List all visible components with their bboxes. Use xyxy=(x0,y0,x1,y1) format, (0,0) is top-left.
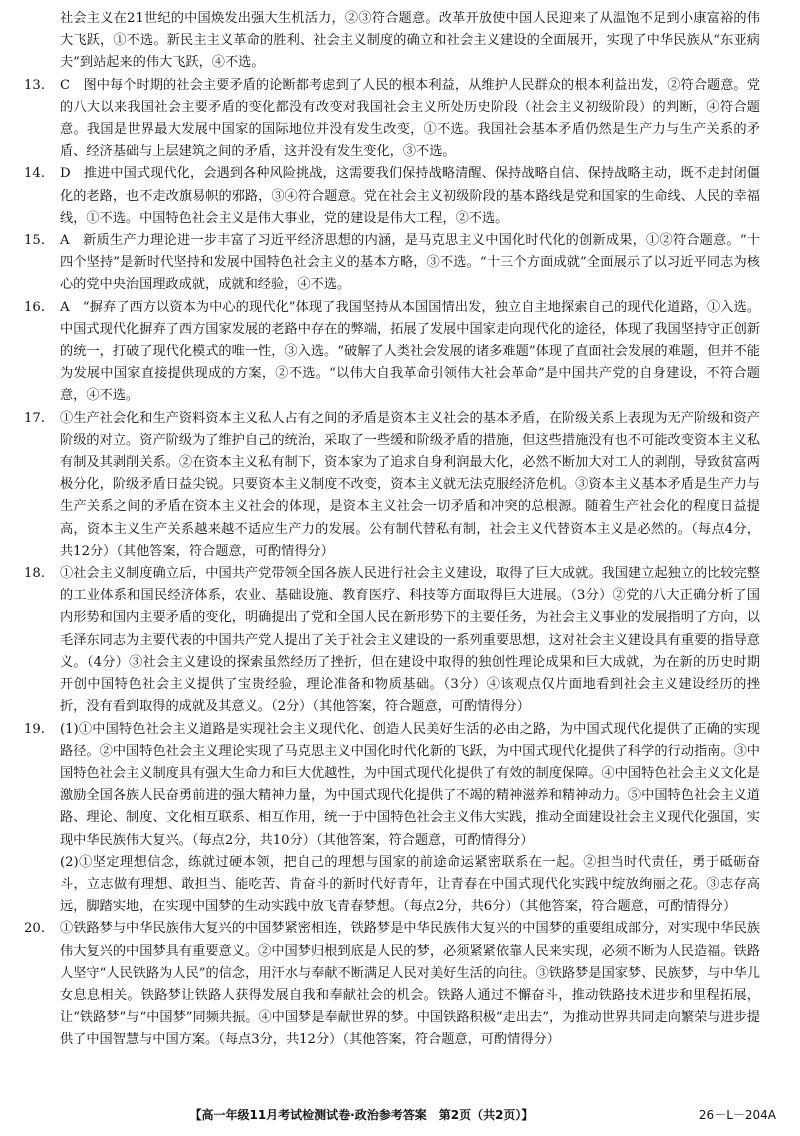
item-number: 14. xyxy=(24,166,45,182)
page-footer xyxy=(24,1106,776,1124)
answer-item-15 xyxy=(24,230,760,297)
item-text: ①生产社会化和生产资料资本主义私人占有之间的矛盾是资本主义社会的基本矛盾，在阶级关系上表现为无产阶级和资产阶级的对立。资产阶级为了维护自己的统治，采取了一些缓和阶级矛盾的措施，但这些措施没有也不可能改变资本主义私有制及其剥削关系。②在资本主义私有制下，资本家为了追求自身利润最大化，必然不断加大对工人的剥削，导致贫富两极分化，阶级矛盾日益尖锐。只要资本主义制度不改变，资本主义就无法克服经济危机。③资本主义基本矛盾是生产力与生产关系之间的矛盾在资本主义社会的体现，是资本主义社会一切矛盾和冲突的总根源。随着生产社会化的程度日益提高，资本主义生产关系越来越不适应生产力的发展。公有制代替私有制，社会主义代替资本主义是必然的。（每点4分，共12分）（其他答案，符合题意，可酌情得分） xyxy=(60,410,760,559)
item-text: D 推进中国式现代化，会遇到各种风险挑战，这需要我们保持战略清醒、保持战略自信、保持战略主动，既不走封闭僵化的老路，也不走改旗易帜的邪路，③④符合题意。党在社会主义初级阶段的基本路线是党和国家的生命线、人民的幸福线，①不选。中国特色社会主义是伟大事业，党的建设是伟大工程，②不选。 xyxy=(60,166,760,226)
footer-title: 【高一年级11月考试检测试卷·政治参考答案 第2页（共2页）】 xyxy=(189,1108,534,1122)
answer-item-14 xyxy=(24,163,760,230)
item-number: 13. xyxy=(24,77,45,93)
item-text: ①铁路梦与中华民族伟大复兴的中国梦紧密相连，铁路梦是中华民族伟大复兴的中国梦的重要组成部分，对实现中华民族伟大复兴的中国梦具有重要意义。②中国梦归根到底是人民的梦，必须紧紧依靠人民来实现，必须不断为人民造福。铁路人坚守“人民铁路为人民”的信念，用汗水与奉献不断满足人民对美好生活的向往。③铁路梦是国家梦、民族梦，与中华儿女息息相关。铁路梦让铁路人获得发展自我和奉献社会的机会。铁路人通过不懈奋斗，推动铁路技术进步和里程拓展，让“铁路梦”与“中国梦”同频共振。④中国梦是奉献世界的梦。中国铁路积极“走出去”，为推动世界共同走向繁荣与进步提供了中国智慧与中国方案。（每点3分，共12分）（其他答案，符合题意，可酌情得分） xyxy=(60,921,760,1048)
footer-code: 26－L－204A xyxy=(698,1108,776,1122)
answer-item-18 xyxy=(24,563,760,718)
item-text: (2)①坚定理想信念，练就过硬本领，把自己的理想与国家的前途命运紧密联系在一起。②担当时代责任，勇于砥砺奋斗，立志做有理想、敢担当、能吃苦、肯奋斗的新时代好青年，让青春在中国式现代化实践中绽放绚丽之花。③志存高远，脚踏实地，在实现中国梦的生动实践中放飞青春梦想。（每点2分，共6分）（其他答案，符合题意，可酌情得分） xyxy=(60,854,760,915)
item-number: 17. xyxy=(24,410,45,426)
item-number: 18. xyxy=(24,566,45,582)
item-text: (1)①中国特色社会主义道路是实现社会主义现代化、创造人民美好生活的必由之路，为中国式现代化提供了正确的实现路径。②中国特色社会主义理论实现了马克思主义中国化时代化新的飞跃，为中国式现代化提供了科学的行动指南。③中国特色社会主义制度具有强大生命力和巨大优越性，为中国式现代化提供了有效的制度保障。④中国特色社会主义文化是激励全国各族人民奋勇前进的强大精神力量，为中国式现代化提供了不竭的精神滋养和精神动力。⑤中国特色社会主义道路、理论、制度、文化相互联系、相互作用，统一于中国特色社会主义伟大实践，推动全面建设社会主义现代化强国，实现中华民族伟大复兴。（每点2分，共10分）（其他答案，符合题意，可酌情得分） xyxy=(60,721,760,848)
answer-item-17 xyxy=(24,408,760,563)
item-number: 15. xyxy=(24,233,45,249)
item-text: A “摒弃了西方以资本为中心的现代化”体现了我国坚持从本国国情出发，独立自主地探索自己的现代化道路，①入选。中国式现代化摒弃了西方国家发展的老路中存在的弊端，拓展了发展中国家走向现代化的途径，体现了我国坚持守正创新的统一，打破了现代化模式的唯一性，③入选。“破解了人类社会发展的诸多难题”体现了直面社会发展的难题，但并不能为发展中国家直接提供现成的方案，②不选。“以伟大自我革命引领伟大社会革命”是中国共产党的自身建设，不符合题意，④不选。 xyxy=(60,299,760,404)
item-number: 16. xyxy=(24,299,45,315)
item-number: 19. xyxy=(24,721,45,737)
item-text: C 图中每个时期的社会主要矛盾的论断都考虑到了人民的根本利益，从维护人民群众的根本利益出发，②符合题意。党的八大以来我国社会主要矛盾的变化都没有改变对我国社会主义所处历史阶段（社会主义初级阶段）的判断，④符合题意。我国是世界最大发展中国家的国际地位并没有发生改变，①不选。我国社会基本矛盾仍然是生产力与生产关系的矛盾、经济基础与上层建筑之间的矛盾，这并没有发生变化，③不选。 xyxy=(60,77,760,160)
answer-item-16 xyxy=(24,297,760,408)
answer-item-13 xyxy=(24,75,760,164)
continuation-paragraph: 社会主义在21世纪的中国焕发出强大生机活力，②③符合题意。改革开放使中国人民迎来了从温饱不足到小康富裕的伟大飞跃，①不选。新民主主义革命的胜利、社会主义制度的确立和社会主义建设的全面展开，实现了中华民族从“东亚病夫”到站起来的伟大飞跃，④不选。 xyxy=(60,11,760,71)
answer-item-19-part-1 xyxy=(24,719,760,852)
item-text: ①社会主义制度确立后，中国共产党带领全国各族人民进行社会主义建设，取得了巨大成就。我国建立起独立的比较完整的工业体系和国民经济体系，农业、基础设施、教育医疗、科技等方面取得巨大进展。（3分）②党的八大正确分析了国内形势和国内主要矛盾的变化，明确提出了党和全国人民在新形势下的主要任务，为社会主义事业的发展指明了方向，以毛泽东同志为主要代表的中国共产党人提出了关于社会主义建设的一系列重要思想，这对社会主义建设具有重要的指导意义。（4分）③社会主义建设的探索虽然经历了挫折，但在建设中取得的独创性理论成果和巨大成就，为在新的历史时期开创中国特色社会主义提供了宝贵经验，理论准备和物质基础。（3分）④该观点仅片面地看到社会主义建设经历的挫折，没有看到取得的成就及其意义。（2分）（其他答案，符合题意，可酌情得分） xyxy=(60,566,760,715)
item-text: A 新质生产力理论进一步丰富了习近平经济思想的内涵，是马克思主义中国化时代化的创新成果，①②符合题意。“十四个坚持”是新时代坚持和发展中国特色社会主义的基本方略，③不选。“十三个方面成就”全面展示了以习近平同志为核心的党中央治国理政成就，成就和经验，④不选。 xyxy=(60,233,760,293)
item-number xyxy=(24,852,60,919)
answer-item-19-part-2 xyxy=(24,852,760,919)
item-number: 20. xyxy=(24,921,45,937)
answer-item-20 xyxy=(24,918,760,1051)
